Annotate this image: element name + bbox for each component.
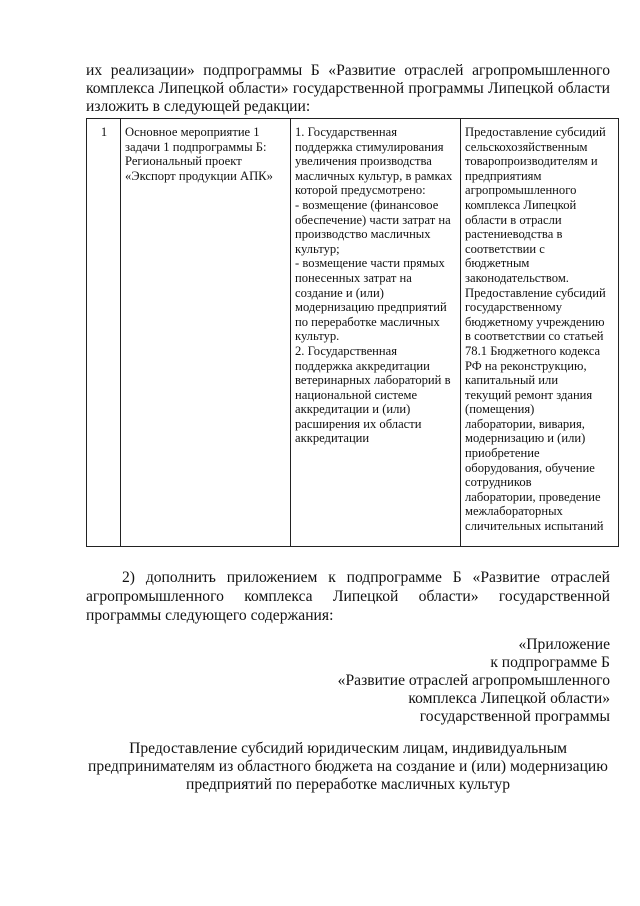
cell-text-line: 78.1 Бюджетного кодекса xyxy=(465,343,601,358)
cell-text-line: производство масличных xyxy=(295,227,431,242)
cell-text-line: национальной системе xyxy=(295,387,418,402)
intro-paragraph xyxy=(86,62,610,116)
cell-text-line: лаборатории, проведение xyxy=(465,489,601,504)
cell-text-line: масличных культур, в рамках xyxy=(295,168,453,183)
appendix-line: «Развитие отраслей агропромышленного xyxy=(337,672,610,689)
table-row xyxy=(87,119,619,547)
cell-text-line: предприятиям xyxy=(465,168,542,183)
appendix-header xyxy=(210,636,610,726)
row-number: 1 xyxy=(100,125,108,139)
cell-text-line: законодательством. xyxy=(465,270,569,285)
cell-text-line: культур. xyxy=(295,329,340,344)
cell-text-line: соответствии с xyxy=(465,241,545,256)
appendix-line: к подпрограмме Б xyxy=(490,654,610,671)
cell-text-line: межлабораторных xyxy=(465,504,563,519)
subsidy-description-cell xyxy=(461,119,619,547)
cell-text-line: культур; xyxy=(295,241,340,256)
cell-text-line: создание и (или) xyxy=(295,285,384,300)
cell-text-line: обеспечение) части затрат на xyxy=(295,212,451,227)
cell-text-line: Предоставление субсидий xyxy=(465,125,606,139)
support-directions-cell xyxy=(291,119,461,547)
cell-text-line: 1. Государственная xyxy=(295,125,398,139)
cell-text-line: Региональный проект xyxy=(125,154,242,169)
cell-text-line: увеличения производства xyxy=(295,154,432,169)
appendix-line: «Приложение xyxy=(518,636,610,653)
cell-text-line: лаборатории, вивария, xyxy=(465,416,585,431)
cell-text-line: 2. Государственная xyxy=(295,343,398,358)
cell-text-line: понесенных затрат на xyxy=(295,270,412,285)
cell-text-line: оборудования, обучение xyxy=(465,460,595,475)
cell-text-line: бюджетным xyxy=(465,256,530,271)
cell-text-line: приобретение xyxy=(465,446,540,461)
cell-text-line: модернизацию предприятий xyxy=(295,300,447,315)
heading-line: предпринимателям из областного бюджета на создание и (или) модернизацию xyxy=(88,758,608,775)
row-number-cell xyxy=(87,119,121,547)
cell-text-line: комплекса Липецкой xyxy=(465,197,577,212)
measure-name-cell xyxy=(121,119,291,547)
measures-table xyxy=(86,118,619,547)
cell-text-line: расширения их области xyxy=(295,416,422,431)
cell-text-line: модернизацию и (или) xyxy=(465,431,586,446)
appendix-line: государственной программы xyxy=(419,708,610,725)
cell-text-line: РФ на реконструкцию, xyxy=(465,358,587,373)
cell-text-line: капитальный или xyxy=(465,373,559,388)
cell-text-line: текущий ремонт здания xyxy=(465,387,593,402)
cell-text-line: поддержка стимулирования xyxy=(295,139,444,154)
cell-text-line: Предоставление субсидий xyxy=(465,285,606,300)
cell-text-line: - возмещение части прямых xyxy=(295,256,445,271)
appendix-line: комплекса Липецкой области» xyxy=(408,690,610,707)
cell-text-line: задачи 1 подпрограммы Б: xyxy=(125,139,267,154)
cell-text-line: товаропроизводителям и xyxy=(465,154,598,169)
cell-text-line: ветеринарных лабораторий в xyxy=(295,373,451,388)
cell-text-line: области в отрасли xyxy=(465,212,562,227)
amendment-line: 2) дополнить приложением к подпрограмме Б «Развитие отраслей xyxy=(122,569,610,586)
cell-text-line: которой предусмотрено: xyxy=(295,183,426,198)
amendment-paragraph xyxy=(86,568,610,625)
amendment-line: агропромышленного комплекса Липецкой области» государственной xyxy=(86,588,610,605)
cell-text-line: по переработке масличных xyxy=(295,314,440,329)
section-heading xyxy=(86,740,610,794)
heading-line: предприятий по переработке масличных культур xyxy=(185,776,510,793)
cell-text-line: сличительных испытаний xyxy=(465,519,604,534)
cell-text-line: (помещения) xyxy=(465,402,535,417)
cell-text-line: поддержка аккредитации xyxy=(295,358,430,373)
cell-text-line: в соответствии со статьей xyxy=(465,329,604,344)
cell-text-line: Основное мероприятие 1 xyxy=(125,125,260,139)
cell-text-line: государственному xyxy=(465,300,563,315)
cell-text-line: сотрудников xyxy=(465,475,532,490)
cell-text-line: бюджетному учреждению xyxy=(465,314,605,329)
intro-line: комплекса Липецкой области» государственной программы Липецкой области xyxy=(86,80,610,97)
cell-text-line: растениеводства в xyxy=(465,227,563,242)
intro-line: изложить в следующей редакции: xyxy=(86,98,311,115)
cell-text-line: «Экспорт продукции АПК» xyxy=(125,168,273,183)
intro-line: их реализации» подпрограммы Б «Развитие отраслей агропромышленного xyxy=(86,62,610,79)
cell-text-line: - возмещение (финансовое xyxy=(295,197,439,212)
cell-text-line: сельскохозяйственным xyxy=(465,139,588,154)
amendment-line: программы следующего содержания: xyxy=(86,607,334,624)
cell-text-line: аккредитации и (или) xyxy=(295,402,411,417)
heading-line: Предоставление субсидий юридическим лицам, индивидуальным xyxy=(129,740,567,757)
cell-text-line: агропромышленного xyxy=(465,183,577,198)
cell-text-line: аккредитации xyxy=(295,431,370,446)
